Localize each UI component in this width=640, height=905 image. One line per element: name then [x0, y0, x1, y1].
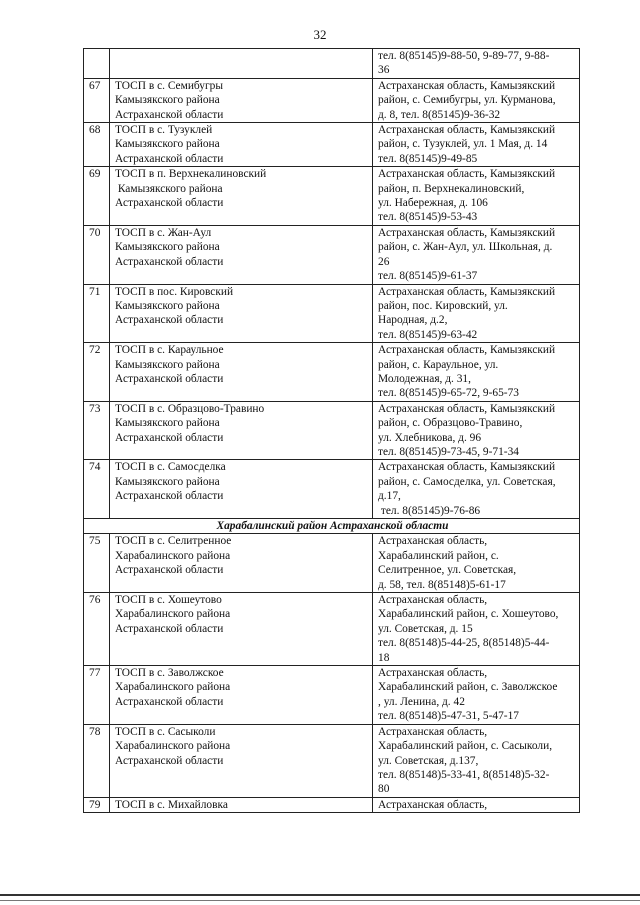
point-name-cell	[110, 460, 373, 519]
point-name-cell	[110, 167, 373, 226]
address-line: район, с. Жан-Аул, ул. Школьная, д.	[378, 241, 553, 254]
address-cell	[373, 593, 580, 666]
point-name-cell	[110, 797, 373, 812]
point-name-line: Камызякского района	[115, 182, 223, 195]
point-name-cell	[110, 78, 373, 122]
address-line: д. 58, тел. 8(85148)5-61-17	[378, 578, 506, 591]
point-name-cell	[110, 401, 373, 460]
address-line: Астраханская область, Камызякский	[378, 402, 556, 415]
address-cell	[373, 284, 580, 343]
point-name-cell	[110, 724, 373, 797]
point-name-line: Астраханской области	[115, 695, 224, 708]
point-name-line: Камызякского района	[115, 299, 220, 312]
address-cell	[373, 225, 580, 284]
section-header-row	[84, 519, 580, 534]
table-row	[84, 284, 580, 343]
address-line: ул. Советская, д.137,	[378, 754, 479, 767]
bottom-border-line	[0, 894, 640, 896]
address-line: Астраханская область,	[378, 798, 488, 811]
point-name-cell	[110, 666, 373, 725]
point-name-line: ТОСП в п. Верхнекалиновский	[115, 168, 267, 181]
table-row	[84, 78, 580, 122]
point-name-line: ТОСП в с. Сасыколи	[115, 725, 216, 738]
point-name-line: Астраханской области	[115, 108, 224, 121]
address-line: тел. 8(85145)9-53-43	[378, 211, 478, 224]
table-row	[84, 49, 580, 79]
address-line: д.17,	[378, 490, 401, 503]
address-line: тел. 8(85145)9-88-50, 9-89-77, 9-88-	[378, 50, 550, 62]
table-row	[84, 460, 580, 519]
address-line: Народная, д.2,	[378, 314, 448, 327]
table-row	[84, 593, 580, 666]
address-line: 26	[378, 255, 390, 268]
address-line: 18	[378, 651, 390, 664]
point-name-line: Астраханской области	[115, 152, 224, 165]
point-name-line: ТОСП в с. Михайловка	[115, 798, 228, 811]
table-row	[84, 123, 580, 167]
table-row	[84, 401, 580, 460]
table-row	[84, 225, 580, 284]
point-name-cell	[110, 343, 373, 402]
address-line: Селитренное, ул. Советская,	[378, 564, 517, 577]
table-row	[84, 343, 580, 402]
address-cell	[373, 666, 580, 725]
point-name-line: Астраханской области	[115, 314, 224, 327]
address-cell	[373, 797, 580, 812]
row-number: 75	[84, 534, 110, 593]
address-line: Астраханская область,	[378, 725, 488, 738]
point-name-line: Астраханской области	[115, 197, 224, 210]
bottom-border-line-thin	[0, 900, 640, 901]
point-name-line: ТОСП в с. Образцово-Травино	[115, 402, 265, 415]
point-name-line: ТОСП в с. Жан-Аул	[115, 226, 212, 239]
address-line: тел. 8(85145)9-65-72, 9-65-73	[378, 387, 519, 400]
address-cell	[373, 343, 580, 402]
address-cell	[373, 401, 580, 460]
address-line: Астраханская область, Камызякский	[378, 285, 556, 298]
address-line: тел. 8(85148)5-33-41, 8(85148)5-32-	[378, 768, 550, 781]
address-line: район, с. Самосделка, ул. Советская,	[378, 475, 556, 488]
address-line: Молодежная, д. 31,	[378, 372, 471, 385]
point-name-cell	[110, 225, 373, 284]
address-line: район, с. Семибугры, ул. Курманова,	[378, 94, 556, 107]
row-number	[84, 49, 110, 79]
point-name-cell	[110, 49, 373, 79]
row-number: 73	[84, 401, 110, 460]
point-name-line: ТОСП в с. Заволжское	[115, 667, 224, 680]
address-line: район, пос. Кировский, ул.	[378, 299, 508, 312]
address-line: тел. 8(85148)5-47-31, 5-47-17	[378, 710, 519, 723]
address-cell	[373, 534, 580, 593]
address-cell	[373, 49, 580, 79]
page-number: 32	[313, 27, 327, 42]
address-cell	[373, 460, 580, 519]
address-line: Астраханская область, Камызякский	[378, 124, 556, 137]
address-line: тел. 8(85148)5-44-25, 8(85148)5-44-	[378, 637, 550, 650]
address-line: район, п. Верхнекалиновский,	[378, 182, 525, 195]
address-line: 36	[378, 64, 390, 77]
point-name-line: Камызякского района	[115, 358, 220, 371]
row-number: 76	[84, 593, 110, 666]
point-name-line: ТОСП в с. Тузуклей	[115, 124, 213, 137]
point-name-line: ТОСП в с. Семибугры	[115, 79, 223, 92]
point-name-line: ТОСП в пос. Кировский	[115, 285, 234, 298]
row-number: 74	[84, 460, 110, 519]
point-name-line: Харабалинского района	[115, 549, 231, 562]
point-name-line: Камызякского района	[115, 475, 220, 488]
address-cell	[373, 167, 580, 226]
point-name-line: Харабалинского района	[115, 681, 231, 694]
point-name-cell	[110, 284, 373, 343]
point-name-line: Камызякского района	[115, 138, 220, 151]
point-name-line: ТОСП в с. Селитренное	[115, 535, 232, 548]
point-name-line: Астраханской области	[115, 431, 224, 444]
address-line: ул. Набережная, д. 106	[378, 197, 488, 210]
row-number: 79	[84, 797, 110, 812]
address-line: Харабалинский район, с.	[378, 549, 499, 562]
address-line: район, с. Тузуклей, ул. 1 Мая, д. 14	[378, 138, 548, 151]
address-line: Астраханская область,	[378, 594, 488, 607]
points-table	[83, 48, 580, 813]
address-line: 80	[378, 783, 390, 796]
row-number: 77	[84, 666, 110, 725]
table-row	[84, 724, 580, 797]
point-name-cell	[110, 123, 373, 167]
point-name-cell	[110, 534, 373, 593]
table-row	[84, 666, 580, 725]
point-name-line: ТОСП в с. Самосделка	[115, 461, 226, 474]
row-number: 69	[84, 167, 110, 226]
section-title: Харабалинский район Астраханской области	[84, 519, 580, 534]
address-line: Астраханская область, Камызякский	[378, 226, 556, 239]
point-name-line: Харабалинского района	[115, 740, 231, 753]
address-line: район, с. Караульное, ул.	[378, 358, 499, 371]
point-name-line: Астраханской области	[115, 255, 224, 268]
address-line: тел. 8(85145)9-63-42	[378, 328, 478, 341]
address-cell	[373, 78, 580, 122]
point-name-line: Астраханской области	[115, 622, 224, 635]
point-name-line: ТОСП в с. Караульное	[115, 344, 224, 357]
address-line: д. 8, тел. 8(85145)9-36-32	[378, 108, 501, 121]
row-number: 67	[84, 78, 110, 122]
point-name-cell	[110, 593, 373, 666]
row-number: 70	[84, 225, 110, 284]
point-name-line: ТОСП в с. Хошеутово	[115, 594, 222, 607]
point-name-line: Астраханской области	[115, 490, 224, 503]
address-line: тел. 8(85145)9-73-45, 9-71-34	[378, 445, 519, 458]
address-cell	[373, 123, 580, 167]
address-line: тел. 8(85145)9-61-37	[378, 270, 478, 283]
address-line: Астраханская область,	[378, 535, 488, 548]
row-number: 78	[84, 724, 110, 797]
address-line: Астраханская область, Камызякский	[378, 168, 556, 181]
table-row	[84, 534, 580, 593]
row-number: 72	[84, 343, 110, 402]
address-line: район, с. Образцово-Травино,	[378, 417, 523, 430]
table-row	[84, 797, 580, 812]
address-line: Астраханская область, Камызякский	[378, 79, 556, 92]
table-body	[84, 49, 580, 813]
row-number: 68	[84, 123, 110, 167]
address-line: ул. Советская, д. 15	[378, 622, 473, 635]
row-number: 71	[84, 284, 110, 343]
address-line: Харабалинский район, с. Хошеутово,	[378, 608, 559, 621]
address-line: , ул. Ленина, д. 42	[378, 695, 465, 708]
point-name-line: Астраханской области	[115, 754, 224, 767]
table-row	[84, 167, 580, 226]
address-line: тел. 8(85145)9-76-86	[378, 504, 481, 517]
address-line: Харабалинский район, с. Сасыколи,	[378, 740, 553, 753]
point-name-line: Камызякского района	[115, 417, 220, 430]
address-line: тел. 8(85145)9-49-85	[378, 152, 478, 165]
address-line: Харабалинский район, с. Заволжское	[378, 681, 558, 694]
point-name-line: Астраханской области	[115, 372, 224, 385]
point-name-line: Камызякского района	[115, 94, 220, 107]
point-name-line: Харабалинского района	[115, 608, 231, 621]
address-line: Астраханская область, Камызякский	[378, 344, 556, 357]
address-cell	[373, 724, 580, 797]
address-line: ул. Хлебникова, д. 96	[378, 431, 482, 444]
address-line: Астраханская область, Камызякский	[378, 461, 556, 474]
point-name-line: Камызякского района	[115, 241, 220, 254]
point-name-line: Астраханской области	[115, 564, 224, 577]
address-line: Астраханская область,	[378, 667, 488, 680]
